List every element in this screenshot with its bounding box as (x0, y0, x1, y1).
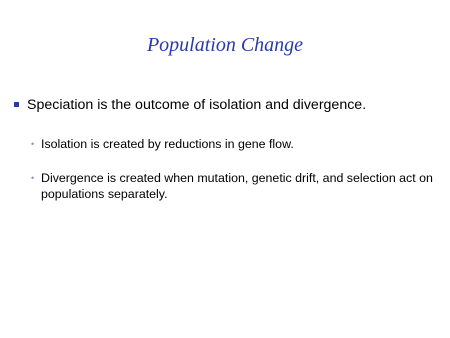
slide-title: Population Change (146, 34, 304, 56)
sub-bullet-item (31, 136, 441, 152)
bullet-item (14, 96, 439, 114)
dot-bullet-icon: • (31, 139, 35, 149)
sub-bullet-item (31, 170, 441, 202)
sub-bullet-text: Divergence is created when mutation, genetic drift, and selection act on populations separately. (41, 171, 433, 201)
sub-bullet-text: Isolation is created by reductions in gene flow. (41, 137, 294, 151)
bullet-text: Speciation is the outcome of isolation and divergence. (27, 97, 367, 113)
square-bullet-icon (14, 102, 19, 107)
dot-bullet-icon: • (31, 173, 35, 183)
